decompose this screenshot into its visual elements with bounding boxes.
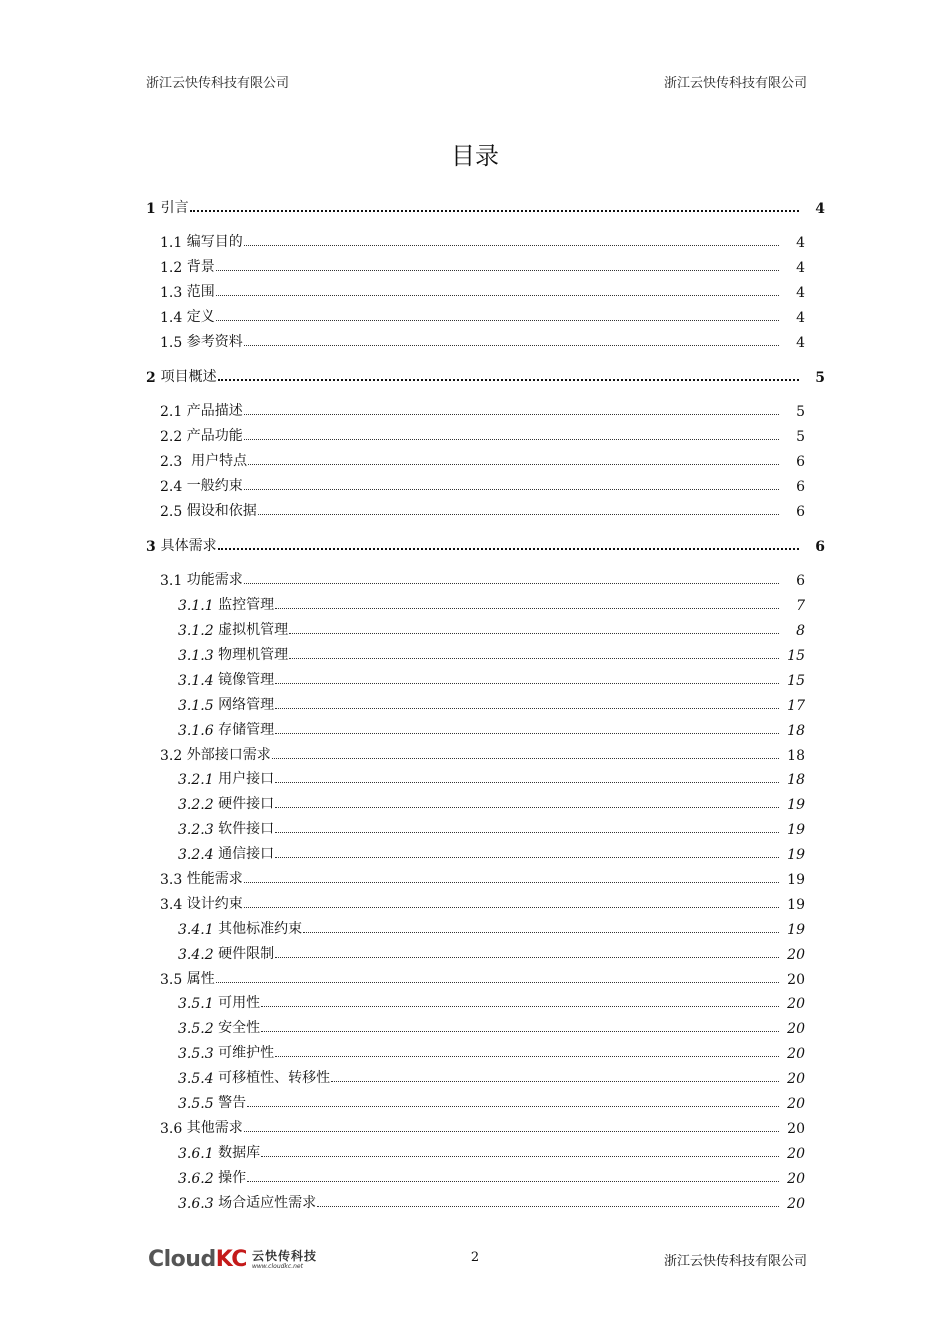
toc-entry-number: 1.3 bbox=[160, 285, 187, 301]
toc-leader-dots bbox=[190, 210, 799, 212]
toc-entry-number: 3.2.1 bbox=[178, 772, 219, 788]
toc-entry-number: 3.1.5 bbox=[178, 698, 219, 714]
toc-entry-page: 17 bbox=[787, 698, 805, 714]
toc-entry-page: 19 bbox=[787, 822, 805, 838]
toc-entry[interactable] bbox=[160, 331, 805, 351]
toc-entry-page: 4 bbox=[796, 285, 805, 301]
toc-entry[interactable] bbox=[160, 500, 805, 520]
toc-entry-title: 物理机管理 bbox=[218, 647, 289, 663]
toc-title: 目录 bbox=[451, 142, 499, 170]
toc-entry[interactable] bbox=[178, 669, 805, 689]
toc-entry[interactable] bbox=[178, 943, 805, 963]
toc-entry-title: 可用性 bbox=[218, 995, 261, 1011]
toc-entry-page: 6 bbox=[815, 539, 825, 555]
toc-entry-page: 20 bbox=[787, 1146, 805, 1162]
toc-entry-page: 20 bbox=[787, 1121, 805, 1137]
footer-company: 浙江云快传科技有限公司 bbox=[663, 1254, 807, 1269]
toc-entry-title: 定义 bbox=[186, 309, 215, 325]
toc-leader-dots bbox=[244, 583, 779, 584]
toc-entry-title: 其他标准约束 bbox=[218, 921, 303, 937]
toc-leader-dots bbox=[275, 708, 779, 709]
toc-entry-title: 存储管理 bbox=[218, 722, 275, 738]
toc-leader-dots bbox=[272, 758, 779, 759]
toc-entry-page: 5 bbox=[815, 370, 825, 386]
toc-entry-number: 3.1 bbox=[160, 573, 187, 589]
toc-leader-dots bbox=[218, 548, 799, 550]
toc-entry-number: 3.4 bbox=[160, 897, 187, 913]
toc-entry-title: 虚拟机管理 bbox=[218, 622, 289, 638]
toc-leader-dots bbox=[247, 1106, 779, 1107]
toc-entry-number: 3.1.4 bbox=[178, 673, 219, 689]
toc-entry-title: 用户接口 bbox=[218, 771, 275, 787]
toc-entry-number: 1.5 bbox=[160, 335, 187, 351]
toc-leader-dots bbox=[289, 633, 779, 634]
toc-entry-page: 15 bbox=[787, 648, 805, 664]
toc-entry-page: 20 bbox=[787, 1196, 805, 1212]
toc-leader-dots bbox=[261, 1156, 779, 1157]
toc-entry-number: 3.1.1 bbox=[178, 598, 219, 614]
toc-entry-number: 1.4 bbox=[160, 310, 187, 326]
toc-entry[interactable] bbox=[178, 768, 805, 788]
toc-entry[interactable] bbox=[178, 1167, 805, 1187]
toc-entry-number: 3.2.4 bbox=[178, 847, 219, 863]
toc-entry[interactable] bbox=[178, 1042, 805, 1062]
toc-leader-dots bbox=[216, 320, 779, 321]
toc-entry-page: 4 bbox=[815, 201, 825, 217]
toc-entry[interactable] bbox=[178, 1192, 805, 1212]
toc-leader-dots bbox=[258, 514, 779, 515]
toc-entry-number: 3.2.3 bbox=[178, 822, 219, 838]
toc-entry-title: 监控管理 bbox=[218, 597, 275, 613]
toc-entry-page: 5 bbox=[796, 429, 805, 445]
toc-entry-page: 19 bbox=[787, 897, 805, 913]
toc-entry-number: 2.2 bbox=[160, 429, 187, 445]
toc-entry[interactable] bbox=[146, 535, 825, 555]
toc-entry-number: 3.5.4 bbox=[178, 1071, 219, 1087]
toc-leader-dots bbox=[218, 379, 799, 381]
toc-entry[interactable] bbox=[178, 843, 805, 863]
toc-entry[interactable] bbox=[178, 594, 805, 614]
toc-entry[interactable] bbox=[160, 475, 805, 495]
toc-entry-number: 3.2.2 bbox=[178, 797, 219, 813]
header-company-left: 浙江云快传科技有限公司 bbox=[146, 76, 290, 91]
toc-entry-page: 6 bbox=[796, 504, 805, 520]
toc-entry-number: 3.2 bbox=[160, 748, 187, 764]
toc-entry-title: 硬件接口 bbox=[218, 796, 275, 812]
toc-entry-title: 外部接口需求 bbox=[186, 747, 271, 763]
toc-entry-number: 1.1 bbox=[160, 235, 187, 251]
toc-entry-page: 20 bbox=[787, 1096, 805, 1112]
toc-entry-page: 18 bbox=[787, 723, 805, 739]
toc-entry-title: 通信接口 bbox=[218, 846, 275, 862]
toc-entry[interactable] bbox=[178, 694, 805, 714]
toc-leader-dots bbox=[216, 270, 779, 271]
toc-entry-number: 3 bbox=[146, 539, 161, 555]
toc-entry-number: 3.1.6 bbox=[178, 723, 219, 739]
toc-leader-dots bbox=[244, 907, 779, 908]
toc-entry-title: 范围 bbox=[186, 284, 215, 300]
toc-entry-title: 可移植性、转移性 bbox=[218, 1070, 331, 1086]
toc-entry[interactable] bbox=[160, 425, 805, 445]
toc-entry-title: 产品功能 bbox=[186, 428, 243, 444]
toc-entry[interactable] bbox=[178, 818, 805, 838]
toc-entry[interactable] bbox=[178, 644, 805, 664]
toc-entry-number: 2.1 bbox=[160, 404, 187, 420]
toc-entry[interactable] bbox=[160, 231, 805, 251]
toc-leader-dots bbox=[303, 932, 779, 933]
toc-leader-dots bbox=[244, 439, 779, 440]
toc-entry-number: 3.6.2 bbox=[178, 1171, 219, 1187]
toc-leader-dots bbox=[244, 882, 779, 883]
toc-entry-title: 设计约束 bbox=[186, 896, 243, 912]
toc-leader-dots bbox=[244, 245, 779, 246]
toc-entry[interactable] bbox=[160, 400, 805, 420]
toc-entry-title: 警告 bbox=[218, 1095, 247, 1111]
toc-entry-title: 其他需求 bbox=[186, 1120, 243, 1136]
toc-leader-dots bbox=[275, 807, 779, 808]
toc-entry-number: 3.1.3 bbox=[178, 648, 219, 664]
toc-entry-page: 4 bbox=[796, 260, 805, 276]
toc-entry-page: 20 bbox=[787, 1046, 805, 1062]
toc-leader-dots bbox=[275, 782, 779, 783]
toc-entry[interactable] bbox=[160, 569, 805, 589]
toc-leader-dots bbox=[275, 832, 779, 833]
toc-entry-page: 7 bbox=[796, 598, 805, 614]
toc-entry-title: 可维护性 bbox=[218, 1045, 275, 1061]
toc-leader-dots bbox=[244, 414, 779, 415]
toc-entry[interactable] bbox=[146, 366, 825, 386]
header-company-right: 浙江云快传科技有限公司 bbox=[663, 76, 807, 91]
toc-leader-dots bbox=[275, 957, 779, 958]
toc-entry-page: 19 bbox=[787, 922, 805, 938]
toc-entry-page: 6 bbox=[796, 479, 805, 495]
toc-entry-title: 一般约束 bbox=[186, 478, 243, 494]
toc-entry-title: 假设和依据 bbox=[186, 503, 257, 519]
toc-entry-title: 安全性 bbox=[218, 1020, 261, 1036]
toc-entry-number: 2.4 bbox=[160, 479, 187, 495]
toc-leader-dots bbox=[275, 1056, 779, 1057]
toc-entry-page: 20 bbox=[787, 1071, 805, 1087]
toc-entry-page: 4 bbox=[796, 235, 805, 251]
toc-entry-number: 3.6 bbox=[160, 1121, 187, 1137]
toc-leader-dots bbox=[275, 608, 779, 609]
toc-entry-title: 镜像管理 bbox=[218, 672, 275, 688]
toc-leader-dots bbox=[247, 1181, 779, 1182]
toc-entry-page: 18 bbox=[787, 772, 805, 788]
toc-entry-number: 3.1.2 bbox=[178, 623, 219, 639]
toc-leader-dots bbox=[261, 1006, 779, 1007]
toc-entry-title: 场合适应性需求 bbox=[218, 1195, 317, 1211]
toc-entry-title: 背景 bbox=[186, 259, 215, 275]
toc-entry[interactable] bbox=[160, 281, 805, 301]
toc-entry-number: 3.5.2 bbox=[178, 1021, 219, 1037]
toc-entry-page: 5 bbox=[796, 404, 805, 420]
toc-entry-page: 15 bbox=[787, 673, 805, 689]
toc-entry-title: 引言 bbox=[160, 200, 189, 216]
toc-entry[interactable] bbox=[178, 719, 805, 739]
toc-entry-page: 6 bbox=[796, 454, 805, 470]
toc-entry[interactable] bbox=[178, 918, 805, 938]
toc-entry[interactable] bbox=[160, 868, 805, 888]
toc-leader-dots bbox=[244, 489, 779, 490]
toc-leader-dots bbox=[244, 345, 779, 346]
toc-entry-page: 20 bbox=[787, 947, 805, 963]
toc-entry-page: 19 bbox=[787, 872, 805, 888]
toc-entry-page: 20 bbox=[787, 1171, 805, 1187]
toc-entry-title: 操作 bbox=[218, 1170, 247, 1186]
toc-entry-number: 3.5.3 bbox=[178, 1046, 219, 1062]
toc-entry[interactable] bbox=[178, 793, 805, 813]
toc-leader-dots bbox=[244, 1131, 779, 1132]
toc-entry[interactable] bbox=[178, 1092, 805, 1112]
toc-entry[interactable] bbox=[178, 992, 805, 1012]
toc-entry-number: 3.6.3 bbox=[178, 1196, 219, 1212]
toc-entry-title: 项目概述 bbox=[160, 369, 217, 385]
toc-leader-dots bbox=[216, 982, 779, 983]
toc-leader-dots bbox=[275, 733, 779, 734]
toc-entry-number: 2 bbox=[146, 370, 161, 386]
toc-entry[interactable] bbox=[160, 968, 805, 988]
toc-leader-dots bbox=[317, 1206, 779, 1207]
toc-entry-page: 20 bbox=[787, 1021, 805, 1037]
toc-entry-title: 软件接口 bbox=[218, 821, 275, 837]
toc-entry-page: 18 bbox=[787, 748, 805, 764]
toc-entry-title: 产品描述 bbox=[186, 403, 243, 419]
toc-entry[interactable] bbox=[160, 1117, 805, 1137]
toc-entry-page: 8 bbox=[796, 623, 805, 639]
toc-entry-number: 3.6.1 bbox=[178, 1146, 219, 1162]
toc-entry-page: 19 bbox=[787, 847, 805, 863]
toc-entry[interactable] bbox=[178, 1017, 805, 1037]
toc-entry-number: 1.2 bbox=[160, 260, 187, 276]
logo-url: www.cloudkc.net bbox=[251, 1262, 303, 1270]
toc-entry-page: 4 bbox=[796, 335, 805, 351]
toc-leader-dots bbox=[275, 683, 779, 684]
toc-entry-title: 硬件限制 bbox=[218, 946, 275, 962]
toc-leader-dots bbox=[289, 658, 779, 659]
toc-entry-number: 1 bbox=[146, 201, 161, 217]
toc-entry-title: 编写目的 bbox=[186, 234, 243, 250]
toc-entry-title: 网络管理 bbox=[218, 697, 275, 713]
toc-leader-dots bbox=[216, 295, 779, 296]
toc-entry[interactable] bbox=[160, 744, 805, 764]
toc-entry-number: 2.3 bbox=[160, 454, 192, 470]
logo-word-kc: KC bbox=[215, 1247, 247, 1272]
toc-entry-title: 具体需求 bbox=[160, 538, 217, 554]
toc-leader-dots bbox=[275, 857, 779, 858]
toc-entry[interactable] bbox=[160, 306, 805, 326]
toc-entry-page: 20 bbox=[787, 972, 805, 988]
toc-entry-number: 3.4.1 bbox=[178, 922, 219, 938]
toc-entry-page: 20 bbox=[787, 996, 805, 1012]
toc-entry[interactable] bbox=[178, 1142, 805, 1162]
toc-entry-number: 3.5 bbox=[160, 972, 187, 988]
toc-leader-dots bbox=[261, 1031, 779, 1032]
toc-entry-page: 4 bbox=[796, 310, 805, 326]
logo-word-cloud: Cloud bbox=[148, 1247, 216, 1272]
toc-entry-title: 参考资料 bbox=[186, 334, 243, 350]
toc-entry-title: 属性 bbox=[186, 971, 215, 987]
toc-entry[interactable] bbox=[178, 1067, 805, 1087]
toc-entry-page: 19 bbox=[787, 797, 805, 813]
toc-leader-dots bbox=[331, 1081, 779, 1082]
toc-entry[interactable] bbox=[160, 893, 805, 913]
toc-entry[interactable] bbox=[178, 619, 805, 639]
toc-entry[interactable] bbox=[146, 197, 825, 217]
toc-entry[interactable] bbox=[160, 450, 805, 470]
toc-entry-title: 性能需求 bbox=[186, 871, 243, 887]
toc-entry-number: 2.5 bbox=[160, 504, 187, 520]
toc-entry-title: 功能需求 bbox=[186, 572, 243, 588]
toc-entry-number: 3.5.5 bbox=[178, 1096, 219, 1112]
toc-entry-title: 数据库 bbox=[218, 1145, 261, 1161]
logo-chinese-name: 云快传科技 bbox=[251, 1248, 317, 1263]
toc-entry-number: 3.5.1 bbox=[178, 996, 219, 1012]
toc-entry-title: 用户特点 bbox=[191, 453, 248, 469]
page-number: 2 bbox=[470, 1250, 480, 1265]
toc-entry-number: 3.4.2 bbox=[178, 947, 219, 963]
toc-leader-dots bbox=[248, 464, 779, 465]
toc-entry-page: 6 bbox=[796, 573, 805, 589]
toc-entry[interactable] bbox=[160, 256, 805, 276]
toc-entry-number: 3.3 bbox=[160, 872, 187, 888]
